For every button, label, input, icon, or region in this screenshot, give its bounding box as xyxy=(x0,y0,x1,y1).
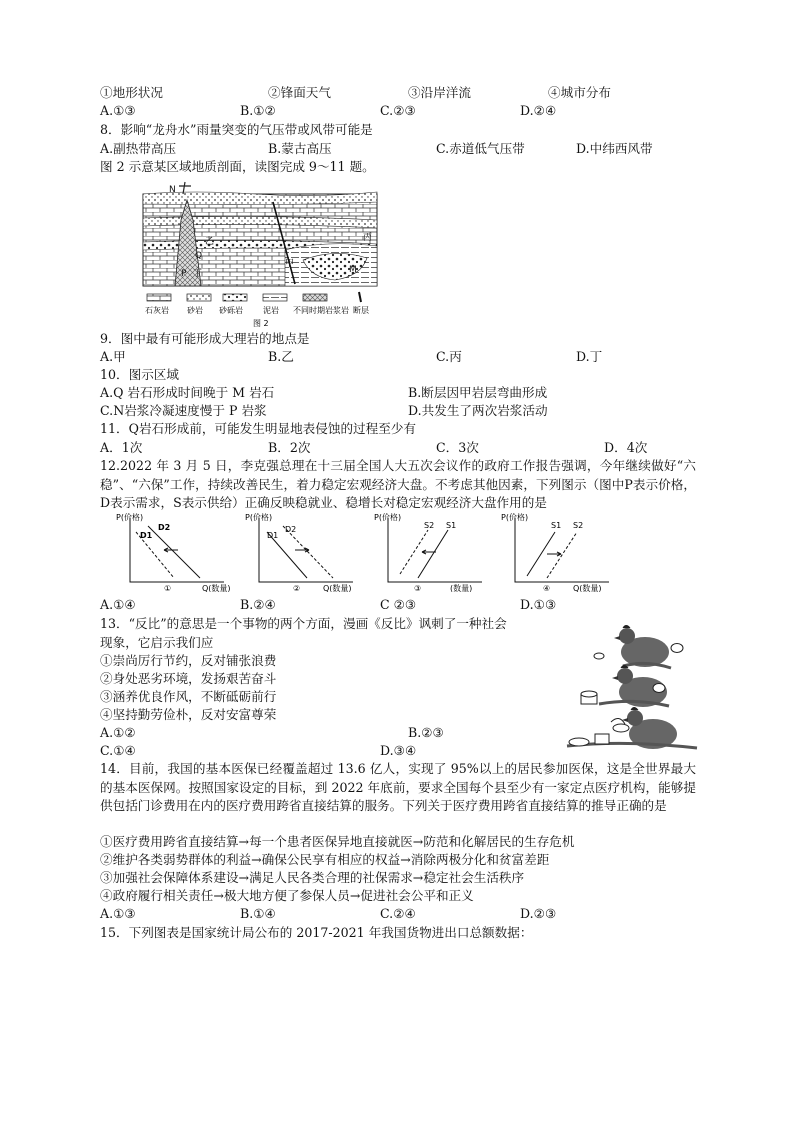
q13-item-2: ②身处恶劣环境，发扬艰苦奋斗 xyxy=(100,671,277,686)
graph1-label-1: D1 xyxy=(140,531,153,540)
label-n: N xyxy=(169,185,176,195)
label-jia: 甲 xyxy=(285,259,295,269)
q12-graph-2 xyxy=(241,512,371,592)
q14-option-c: C.②④ xyxy=(380,906,416,921)
q9-option-c: C.丙 xyxy=(436,349,462,364)
q7-item-4: ④城市分布 xyxy=(548,85,611,100)
graph2-ylabel: P(价格) xyxy=(245,513,273,522)
q14-option-d: D.②③ xyxy=(520,906,557,921)
q10-option-d: D.共发生了两次岩浆活动 xyxy=(408,403,548,418)
label-q: Q xyxy=(195,251,203,261)
q7-option-c: C.②③ xyxy=(380,103,416,118)
q14-option-b: B.①④ xyxy=(240,906,276,921)
q14-item-3: ③加强社会保障体系建设→满足人民各类合理的社保需求→稳定社会生活秩序 xyxy=(100,870,525,885)
q12-option-c: C ②③ xyxy=(380,597,417,612)
q13-stem-line1: 13．“反比”的意思是一个事物的两个方面，漫画《反比》讽刺了一种社会 xyxy=(100,616,507,631)
graph3-label-2: S1 xyxy=(446,521,457,530)
q8-option-c: C.赤道低气压带 xyxy=(436,141,525,156)
graph4-xlabel: Q(数量) xyxy=(573,584,602,592)
q14-item-1: ①医疗费用跨省直接结算→每一个患者医保异地直接就医→防范和化解居民的生存危机 xyxy=(100,834,575,849)
q10-option-b: B.断层因甲岩层弯曲形成 xyxy=(408,385,548,400)
geologic-cross-section-figure xyxy=(135,180,385,332)
q7-option-d: D.②④ xyxy=(520,103,557,118)
q12-graph-4 xyxy=(497,512,627,592)
q10-option-c: C.N岩浆冷凝速度慢于 P 岩浆 xyxy=(100,403,267,418)
q14-stem: 14．目前，我国的基本医保已经覆盖超过 13.6 亿人，实现了 95%以上的居民参加医保，这是全世界最大的基本医保网。按照国家设定的目标，到 2022 年底前，要求全国每个县至少有一家定点医疗机构，能够提供包括门诊费用在内的医疗费用跨省直接结算的服务。下列关于医疗费用跨省直接结算的推导正确的是 xyxy=(100,761,696,814)
legend-mudstone: 泥岩 xyxy=(263,306,279,315)
graph3-xlabel: (数量) xyxy=(450,584,473,592)
q7-option-a: A.①③ xyxy=(100,103,136,118)
graph4-label-1: S1 xyxy=(551,521,562,530)
graph1-number: ① xyxy=(164,584,172,592)
q11-stem: 11．Q岩石形成前，可能发生明显地表侵蚀的过程至少有 xyxy=(100,421,417,436)
q8-option-a: A.副热带高压 xyxy=(100,141,177,156)
q9-option-a: A.甲 xyxy=(100,349,126,364)
label-bing: 丙 xyxy=(363,233,373,243)
q13-option-a: A.①② xyxy=(100,725,136,740)
q13-option-c: C.①④ xyxy=(100,743,136,758)
graph4-label-2: S2 xyxy=(573,521,584,530)
q10-option-a: A.Q 岩石形成时间晚于 M 岩石 xyxy=(100,385,275,400)
q7-item-3: ③沿岸洋流 xyxy=(408,85,471,100)
q13-item-3: ③涵养优良作风，不断砥砺前行 xyxy=(100,689,277,704)
q11-option-a: A．1次 xyxy=(100,440,143,455)
cartoon-hens-illustration xyxy=(565,610,700,756)
legend-limestone: 石灰岩 xyxy=(145,306,169,315)
graph1-ylabel: P(价格) xyxy=(116,513,144,522)
q10-stem: 10．图示区域 xyxy=(100,367,179,382)
q13-option-b: B.②③ xyxy=(408,725,444,740)
graph2-xlabel: Q(数量) xyxy=(323,584,352,592)
legend-magmatic-rock: 不同时期岩浆岩 xyxy=(293,306,349,315)
q12-graph-1 xyxy=(112,512,242,592)
label-ding: 丁 xyxy=(193,269,203,279)
fig2-caption: 图 2 xyxy=(253,319,269,328)
q14-item-2: ②维护各类弱势群体的利益→确保公民享有相应的权益→消除两极分化和贫富差距 xyxy=(100,852,550,867)
label-yi: 乙 xyxy=(205,237,215,247)
q11-option-b: B．2次 xyxy=(268,440,311,455)
q9-option-d: D.丁 xyxy=(576,349,603,364)
legend-conglomerate: 砂砾岩 xyxy=(219,306,243,315)
legend-sandstone: 砂岩 xyxy=(187,306,203,315)
q9-stem: 9．图中最有可能形成大理岩的地点是 xyxy=(100,331,310,346)
fig2-intro: 图 2 示意某区域地质剖面，读图完成 9～11 题。 xyxy=(100,159,375,174)
graph4-ylabel: P(价格) xyxy=(501,513,529,522)
graph3-number: ③ xyxy=(414,584,422,592)
q13-item-1: ①崇尚厉行节约，反对铺张浪费 xyxy=(100,653,277,668)
q15-stem: 15．下列图表是国家统计局公布的 2017-2021 年我国货物进出口总额数据： xyxy=(100,925,533,940)
graph1-label-2: D2 xyxy=(158,523,171,532)
hen-1-icon xyxy=(594,626,683,669)
graph3-label-1: S2 xyxy=(424,521,435,530)
label-p: P xyxy=(181,269,187,279)
graph1-xlabel: Q(数量) xyxy=(202,584,231,592)
q14-item-4: ④政府履行相关责任→极大地方便了参保人员→促进社会公平和正义 xyxy=(100,888,474,903)
q8-option-d: D.中纬西风带 xyxy=(576,141,653,156)
legend-fault: 断层 xyxy=(353,306,369,315)
graph2-number: ② xyxy=(293,584,301,592)
q7-item-2: ②锋面天气 xyxy=(268,85,331,100)
q12-option-b: B.②④ xyxy=(240,597,276,612)
q7-item-1: ①地形状况 xyxy=(100,85,163,100)
q12-graph-3 xyxy=(370,512,500,592)
q14-option-a: A.①③ xyxy=(100,906,136,921)
graph4-number: ④ xyxy=(543,584,551,592)
q13-item-4: ④坚持勤劳俭朴，反对安富尊荣 xyxy=(100,707,277,722)
q8-stem: 8．影响“龙舟水”雨量突变的气压带或风带可能是 xyxy=(100,122,373,137)
graph3-ylabel: P(价格) xyxy=(374,513,402,522)
q12-option-d: D.①③ xyxy=(520,597,557,612)
hen-2-icon xyxy=(581,666,669,708)
q11-option-c: C．3次 xyxy=(436,440,479,455)
q12-stem: 12.2022 年 3 月 5 日，李克强总理在十三届全国人大五次会议作的政府工作报告强调，今年继续做好“六稳”、“六保”工作，持续改善民生，着力稳定宏观经济大盘。不考虑其他因素，下列图示（图中P表示价格，D表示需求，S表示供给）正确反映稳就业、稳增长对稳定宏观经济大盘作用的是 xyxy=(100,458,696,511)
q13-stem-line2: 现象，它启示我们应 xyxy=(100,635,214,650)
q7-option-b: B.①② xyxy=(240,103,276,118)
q11-option-d: D．4次 xyxy=(604,440,648,455)
hen-3-icon xyxy=(567,708,697,750)
graph2-label-1: D1 xyxy=(267,531,279,540)
q9-option-b: B.乙 xyxy=(268,349,294,364)
q12-option-a: A.①④ xyxy=(100,597,136,612)
label-m: M xyxy=(349,265,357,275)
graph2-label-2: D2 xyxy=(285,525,297,534)
q8-option-b: B.蒙古高压 xyxy=(268,141,332,156)
q13-option-d: D.③④ xyxy=(380,743,417,758)
